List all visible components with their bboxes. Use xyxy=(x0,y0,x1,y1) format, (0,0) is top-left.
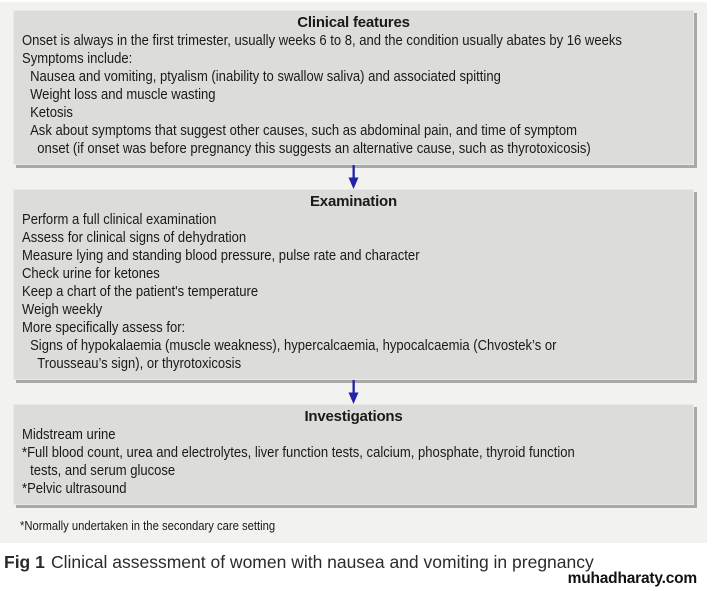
text-line: tests, and serum glucose xyxy=(30,463,176,479)
text-line: onset (if onset was before pregnancy this suggests an alternative cause, such as thyrotoxicosis) xyxy=(37,141,591,157)
text-line: More specifically assess for: xyxy=(22,320,186,336)
text-line: Onset is always in the first trimester, usually weeks 6 to 8, and the condition usually abates by 16 weeks xyxy=(22,33,622,49)
text-line: Measure lying and standing blood pressure, pulse rate and character xyxy=(22,248,420,264)
box-title: Investigations xyxy=(304,408,403,425)
box-title: Examination xyxy=(310,193,397,210)
text-line: Ask about symptoms that suggest other causes, such as abdominal pain, and time of symptom xyxy=(30,123,578,139)
text-line: Assess for clinical signs of dehydration xyxy=(22,230,247,246)
box-body xyxy=(22,426,685,498)
box-body xyxy=(22,32,685,158)
text-line: Trousseau’s sign), or thyrotoxicosis xyxy=(37,356,242,372)
caption-text: Clinical assessment of women with nausea and vomiting in pregnancy xyxy=(50,552,594,572)
figure-number: Fig 1 xyxy=(4,552,45,572)
flow-connector xyxy=(13,165,694,189)
figure-panel xyxy=(0,2,707,543)
text-line: Signs of hypokalaemia (muscle weakness), hypercalcaemia, hypocalcaemia (Chvostek’s or xyxy=(30,338,557,354)
text-line: *Pelvic ultrasound xyxy=(22,481,127,497)
investigations-box xyxy=(13,404,694,505)
box-body xyxy=(22,211,685,373)
text-line: Weigh weekly xyxy=(22,302,103,318)
box-title: Clinical features xyxy=(297,14,410,31)
down-arrow-icon xyxy=(347,165,360,189)
down-arrow-icon xyxy=(347,380,360,404)
flow-connector xyxy=(13,380,694,404)
text-line: Nausea and vomiting, ptyalism (inability to swallow saliva) and associated spitting xyxy=(30,69,501,85)
text-line: Weight loss and muscle wasting xyxy=(30,87,216,103)
text-line: Midstream urine xyxy=(22,427,116,443)
text-line: Perform a full clinical examination xyxy=(22,212,217,228)
examination-box xyxy=(13,189,694,380)
text-line: *Full blood count, urea and electrolytes, liver function tests, calcium, phosphate, thyroid function xyxy=(22,445,575,461)
clinical-features-box xyxy=(13,10,694,165)
text-line: Keep a chart of the patient's temperature xyxy=(22,284,259,300)
watermark: muhadharaty.com xyxy=(567,570,697,587)
text-line: Symptoms include: xyxy=(22,51,133,67)
footnote: *Normally undertaken in the secondary care setting xyxy=(20,519,276,533)
text-line: Check urine for ketones xyxy=(22,266,160,282)
text-line: Ketosis xyxy=(30,105,73,121)
